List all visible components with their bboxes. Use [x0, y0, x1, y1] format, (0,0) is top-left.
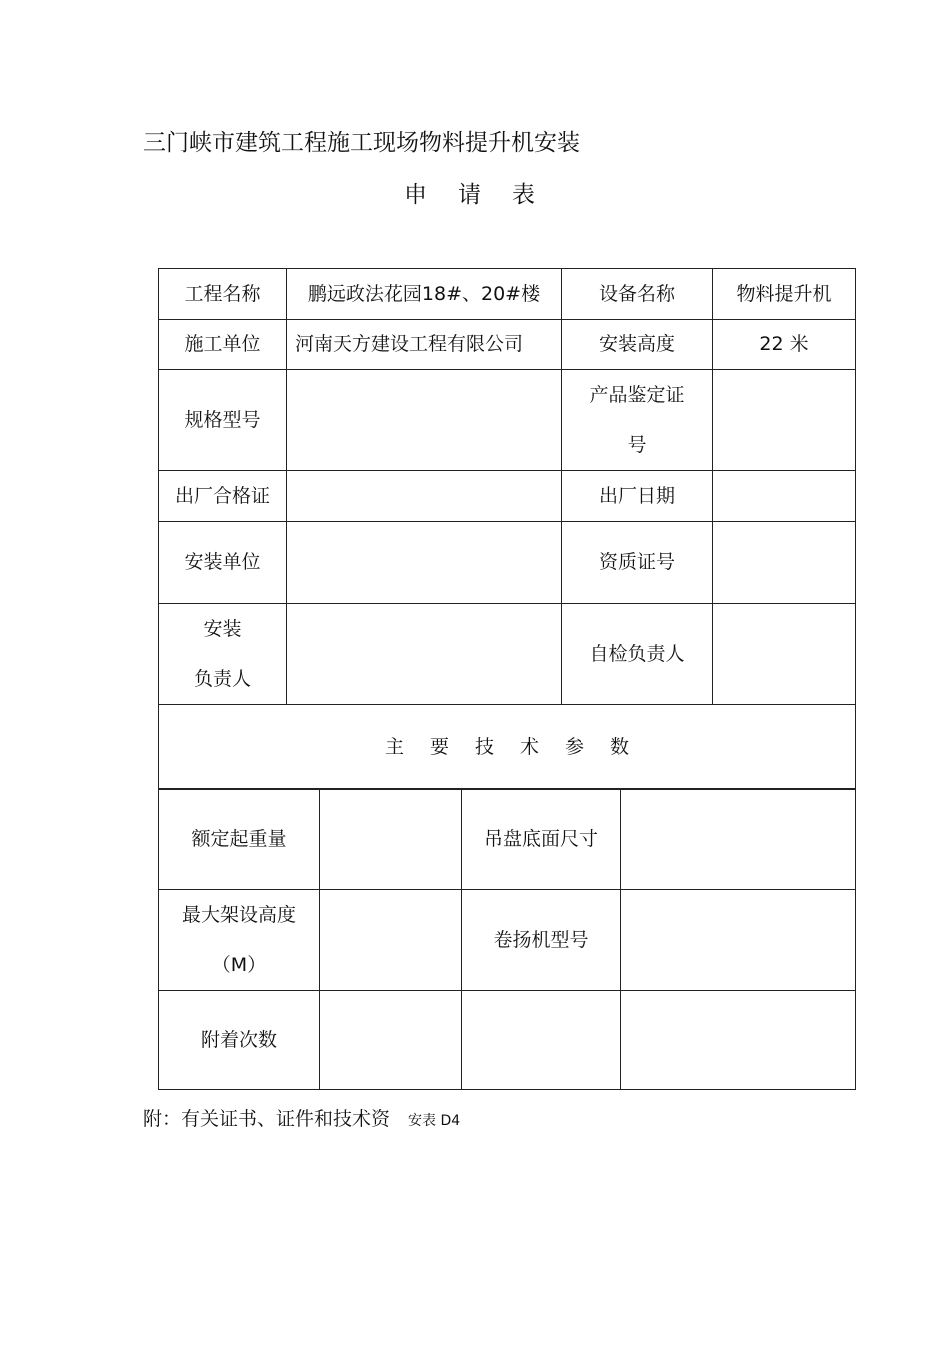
label-factory-date: 出厂日期: [562, 471, 713, 522]
label-install-height: 安装高度: [562, 320, 713, 370]
label-winch-model: 卷扬机型号: [462, 890, 621, 991]
value-equipment-name[interactable]: 物料提升机: [713, 269, 856, 320]
label-model-spec: 规格型号: [159, 370, 287, 471]
value-max-height[interactable]: [320, 890, 462, 991]
label-install-manager: [159, 604, 287, 705]
value-model-spec[interactable]: [287, 370, 562, 471]
value-install-unit[interactable]: [287, 522, 562, 604]
form-code: 安表 D4: [408, 1113, 461, 1129]
footer-note: [143, 1104, 460, 1131]
label-install-manager-line1: 安装: [203, 618, 242, 640]
subtitle-char: 申: [404, 182, 427, 208]
section-main-params: [159, 705, 856, 790]
equipment-info-table: [158, 268, 856, 790]
label-self-check-manager: 自检负责人: [562, 604, 713, 705]
label-install-unit: 安装单位: [159, 522, 287, 604]
table-row: [159, 789, 856, 890]
value-attachment-count[interactable]: [320, 991, 462, 1090]
label-max-height: [159, 890, 320, 991]
table-row: [159, 604, 856, 705]
value-product-cert[interactable]: [713, 370, 856, 471]
label-product-cert-line2: 号: [627, 434, 647, 456]
value-project-name[interactable]: 鹏远政法花园18#、20#楼: [287, 269, 562, 320]
table-row: [159, 890, 856, 991]
table-row: [159, 705, 856, 790]
label-factory-cert: 出厂合格证: [159, 471, 287, 522]
technical-params-table: [158, 788, 856, 1090]
label-cage-floor-size: 吊盘底面尺寸: [462, 789, 621, 890]
value-rated-load[interactable]: [320, 789, 462, 890]
blank-cell[interactable]: [621, 991, 856, 1090]
form-subtitle: [404, 176, 535, 209]
table-row: [159, 269, 856, 320]
table-row: [159, 991, 856, 1090]
subtitle-char: 请: [458, 182, 481, 208]
value-winch-model[interactable]: [621, 890, 856, 991]
table-row: [159, 522, 856, 604]
label-rated-load: 额定起重量: [159, 789, 320, 890]
footer-attachment-text: 附：有关证书、证件和技术资: [143, 1108, 391, 1130]
label-install-manager-line2: 负责人: [193, 668, 251, 690]
section-char: 主: [384, 735, 404, 758]
blank-cell[interactable]: [462, 991, 621, 1090]
label-equipment-name: 设备名称: [562, 269, 713, 320]
value-factory-date[interactable]: [713, 471, 856, 522]
value-factory-cert[interactable]: [287, 471, 562, 522]
label-attachment-count: 附着次数: [159, 991, 320, 1090]
table-row: [159, 370, 856, 471]
section-char: 要: [429, 735, 449, 758]
section-char: 技: [474, 735, 494, 758]
label-project-name: 工程名称: [159, 269, 287, 320]
value-cage-floor-size[interactable]: [621, 789, 856, 890]
value-qualification-no[interactable]: [713, 522, 856, 604]
label-product-cert-line1: 产品鉴定证: [589, 384, 685, 406]
table-row: [159, 320, 856, 370]
value-construction-unit[interactable]: 河南天方建设工程有限公司: [287, 320, 562, 370]
value-self-check-manager[interactable]: [713, 604, 856, 705]
section-char: 数: [610, 735, 630, 758]
section-char: 术: [520, 735, 540, 758]
label-max-height-line2: （M）: [211, 954, 267, 976]
label-qualification-no: 资质证号: [562, 522, 713, 604]
table-row: [159, 471, 856, 522]
subtitle-char: 表: [512, 182, 535, 208]
label-construction-unit: 施工单位: [159, 320, 287, 370]
value-install-manager[interactable]: [287, 604, 562, 705]
label-product-cert: [562, 370, 713, 471]
value-install-height[interactable]: 22 米: [713, 320, 856, 370]
section-char: 参: [565, 735, 585, 758]
label-max-height-line1: 最大架设高度: [181, 904, 296, 926]
form-title: 三门峡市建筑工程施工现场物料提升机安装: [143, 130, 580, 156]
